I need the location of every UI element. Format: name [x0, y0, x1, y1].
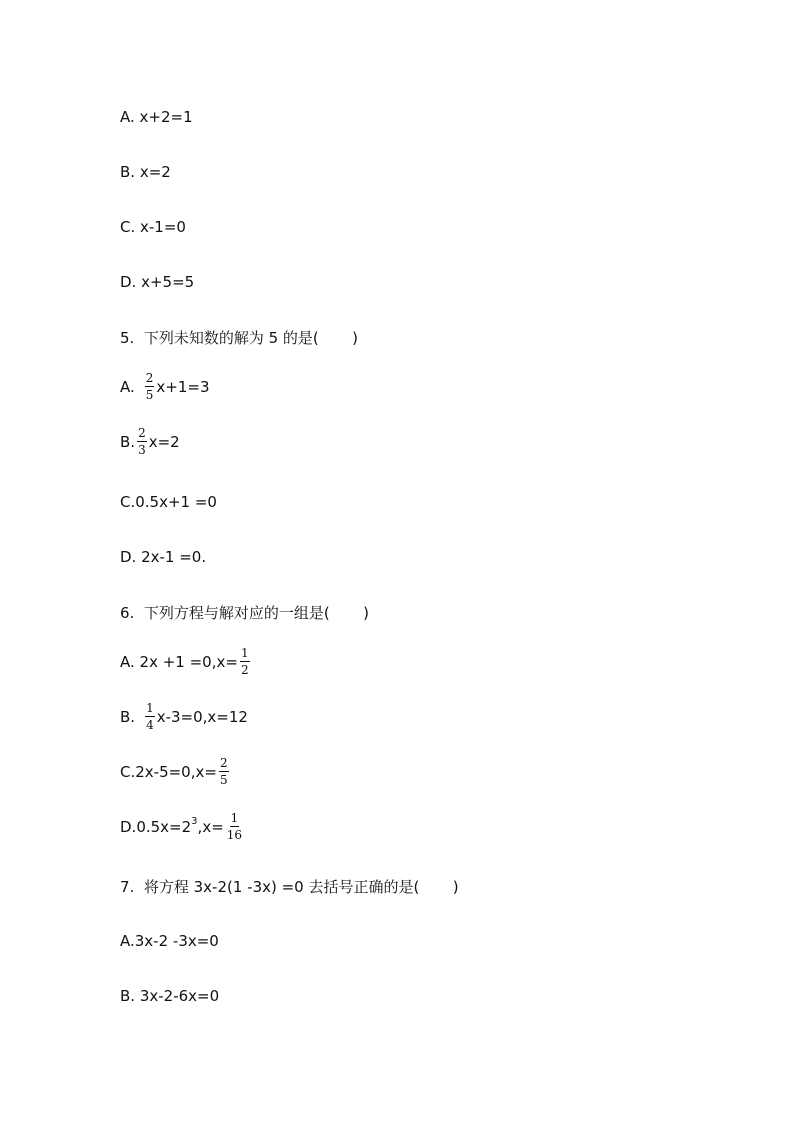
- fraction-denominator: 4: [146, 718, 154, 732]
- option-label: A.: [120, 377, 135, 396]
- fraction: [137, 426, 147, 457]
- option-text: D. x+5=5: [120, 273, 195, 291]
- option-text: ,x=: [197, 817, 224, 836]
- option-label: B.: [120, 707, 136, 726]
- fraction-numerator: 2: [219, 756, 228, 770]
- fraction-denominator: 5: [219, 773, 228, 787]
- question-text: 7. 将方程 3x-2(1 -3x) =0 去括号正确的是( ): [120, 878, 459, 896]
- q5-option-c: [120, 492, 217, 512]
- fraction-numerator: 1: [230, 811, 239, 825]
- q6-option-b: [120, 701, 248, 732]
- q4-option-b: [120, 162, 171, 182]
- fraction: [145, 371, 155, 402]
- question-7: [120, 877, 459, 897]
- fraction: [145, 701, 155, 732]
- fraction-denominator: 5: [145, 388, 154, 402]
- option-text: D. 2x-1 =0.: [120, 548, 207, 566]
- fraction: [219, 756, 229, 787]
- q7-option-a: [120, 931, 219, 951]
- q4-option-c: [120, 217, 186, 237]
- option-text: x+1=3: [156, 377, 210, 396]
- q6-option-a: [120, 646, 252, 677]
- option-text: C.0.5x+1 =0: [120, 493, 217, 511]
- fraction-numerator: 1: [240, 646, 249, 660]
- fraction: [226, 811, 243, 842]
- q6-option-d: D.0.5x=2 $^3$ ,x= $\frac{1}{16}$: [120, 811, 243, 842]
- fraction-denominator: 2: [240, 663, 249, 677]
- fraction-numerator: 2: [138, 426, 146, 440]
- option-text: x-3=0,x=12: [156, 707, 248, 726]
- q5-option-a: [120, 371, 210, 402]
- q7-option-b: [120, 986, 219, 1006]
- q4-option-a: [120, 107, 193, 127]
- fraction-denominator: 16: [226, 828, 243, 842]
- option-text: B. x=2: [120, 163, 171, 181]
- option-text: B. 3x-2-6x=0: [120, 987, 220, 1005]
- fraction-denominator: 3: [138, 443, 146, 457]
- fraction-numerator: 2: [145, 371, 154, 385]
- option-text: A. 2x +1 =0,x=: [120, 652, 238, 671]
- option-text: C.2x-5=0,x=: [120, 762, 217, 781]
- option-label: B.: [120, 432, 136, 451]
- question-5: [120, 328, 358, 348]
- option-text: A.3x-2 -3x=0: [120, 932, 219, 950]
- q6-option-c: [120, 756, 231, 787]
- q5-option-d: [120, 547, 206, 567]
- option-text: D.0.5x=2: [120, 817, 192, 836]
- option-text: C. x-1=0: [120, 218, 186, 236]
- question-6: [120, 603, 369, 623]
- fraction: [240, 646, 250, 677]
- q5-option-b: [120, 426, 180, 457]
- question-text: 6. 下列方程与解对应的一组是( ): [120, 604, 369, 622]
- fraction-numerator: 1: [146, 701, 154, 715]
- question-text: 5. 下列未知数的解为 5 的是( ): [120, 329, 359, 347]
- option-text: A. x+2=1: [120, 108, 193, 126]
- option-text: x=2: [148, 432, 180, 451]
- q4-option-d: [120, 272, 194, 292]
